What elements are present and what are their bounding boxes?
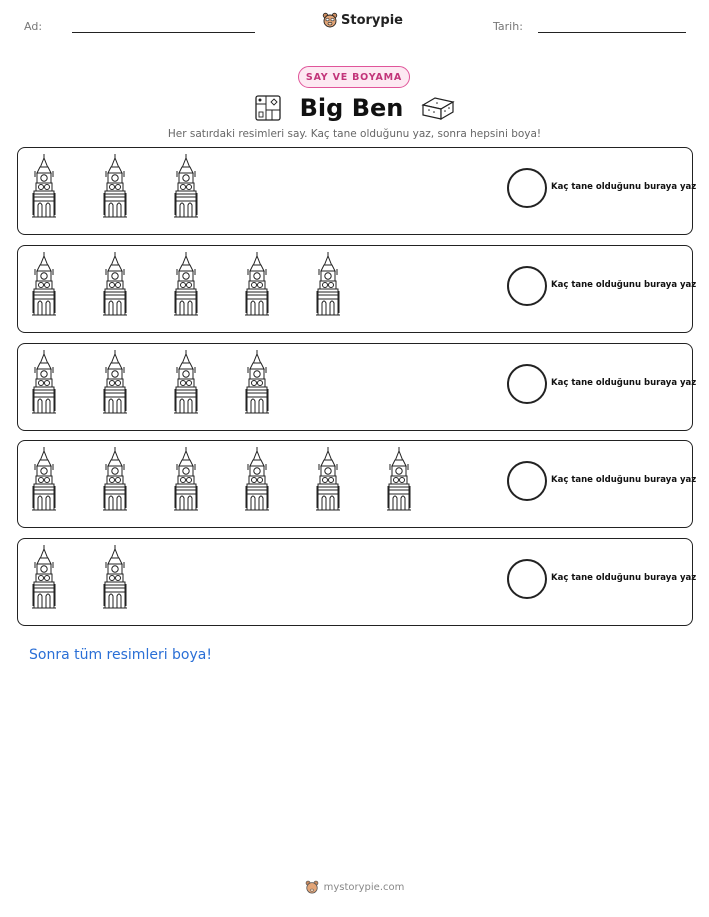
answer-circle[interactable] — [507, 559, 547, 599]
big-ben-picture — [101, 153, 129, 219]
answer-circle[interactable] — [507, 364, 547, 404]
page-title: Big Ben — [299, 94, 404, 122]
date-label: Tarih: — [493, 20, 523, 33]
answer-label: Kaç tane olduğunu buraya yaz — [551, 280, 697, 290]
big-ben-picture — [101, 349, 129, 415]
big-ben-picture — [172, 349, 200, 415]
counting-row — [17, 147, 697, 235]
name-line[interactable] — [72, 32, 255, 33]
big-ben-picture — [172, 251, 200, 317]
big-ben-picture — [314, 251, 342, 317]
date-line[interactable] — [538, 32, 686, 33]
storypie-logo — [322, 12, 403, 28]
counting-row — [17, 343, 697, 431]
big-ben-picture — [101, 544, 129, 610]
counting-row — [17, 440, 697, 528]
answer-label: Kaç tane olduğunu buraya yaz — [551, 475, 697, 485]
brand-name: Storypie — [341, 12, 403, 28]
answer-label: Kaç tane olduğunu buraya yaz — [551, 573, 697, 583]
activity-badge: SAY VE BOYAMA — [298, 66, 410, 88]
answer-circle[interactable] — [507, 461, 547, 501]
big-ben-picture — [30, 349, 58, 415]
big-ben-picture — [101, 446, 129, 512]
big-ben-picture — [243, 349, 271, 415]
bear-icon — [305, 880, 319, 894]
counting-row — [17, 245, 697, 333]
answer-circle[interactable] — [507, 168, 547, 208]
big-ben-picture — [101, 251, 129, 317]
big-ben-picture — [30, 251, 58, 317]
counting-row — [17, 538, 697, 626]
answer-circle[interactable] — [507, 266, 547, 306]
stone-block-icon — [421, 95, 455, 121]
big-ben-picture — [243, 251, 271, 317]
big-ben-picture — [385, 446, 413, 512]
title-row — [0, 90, 709, 126]
big-ben-picture — [314, 446, 342, 512]
bear-icon — [322, 12, 338, 28]
big-ben-picture — [30, 446, 58, 512]
city-map-icon — [254, 94, 282, 122]
name-label: Ad: — [24, 20, 43, 33]
site-url: mystorypie.com — [323, 881, 405, 893]
instructions: Her satırdaki resimleri say. Kaç tane olduğunu yaz, sonra hepsini boya! — [167, 128, 542, 140]
big-ben-picture — [30, 153, 58, 219]
site-footer — [0, 880, 709, 894]
big-ben-picture — [172, 446, 200, 512]
answer-label: Kaç tane olduğunu buraya yaz — [551, 378, 697, 388]
answer-label: Kaç tane olduğunu buraya yaz — [551, 182, 697, 192]
big-ben-picture — [243, 446, 271, 512]
big-ben-picture — [172, 153, 200, 219]
footer-instruction: Sonra tüm resimleri boya! — [29, 647, 212, 663]
big-ben-picture — [30, 544, 58, 610]
